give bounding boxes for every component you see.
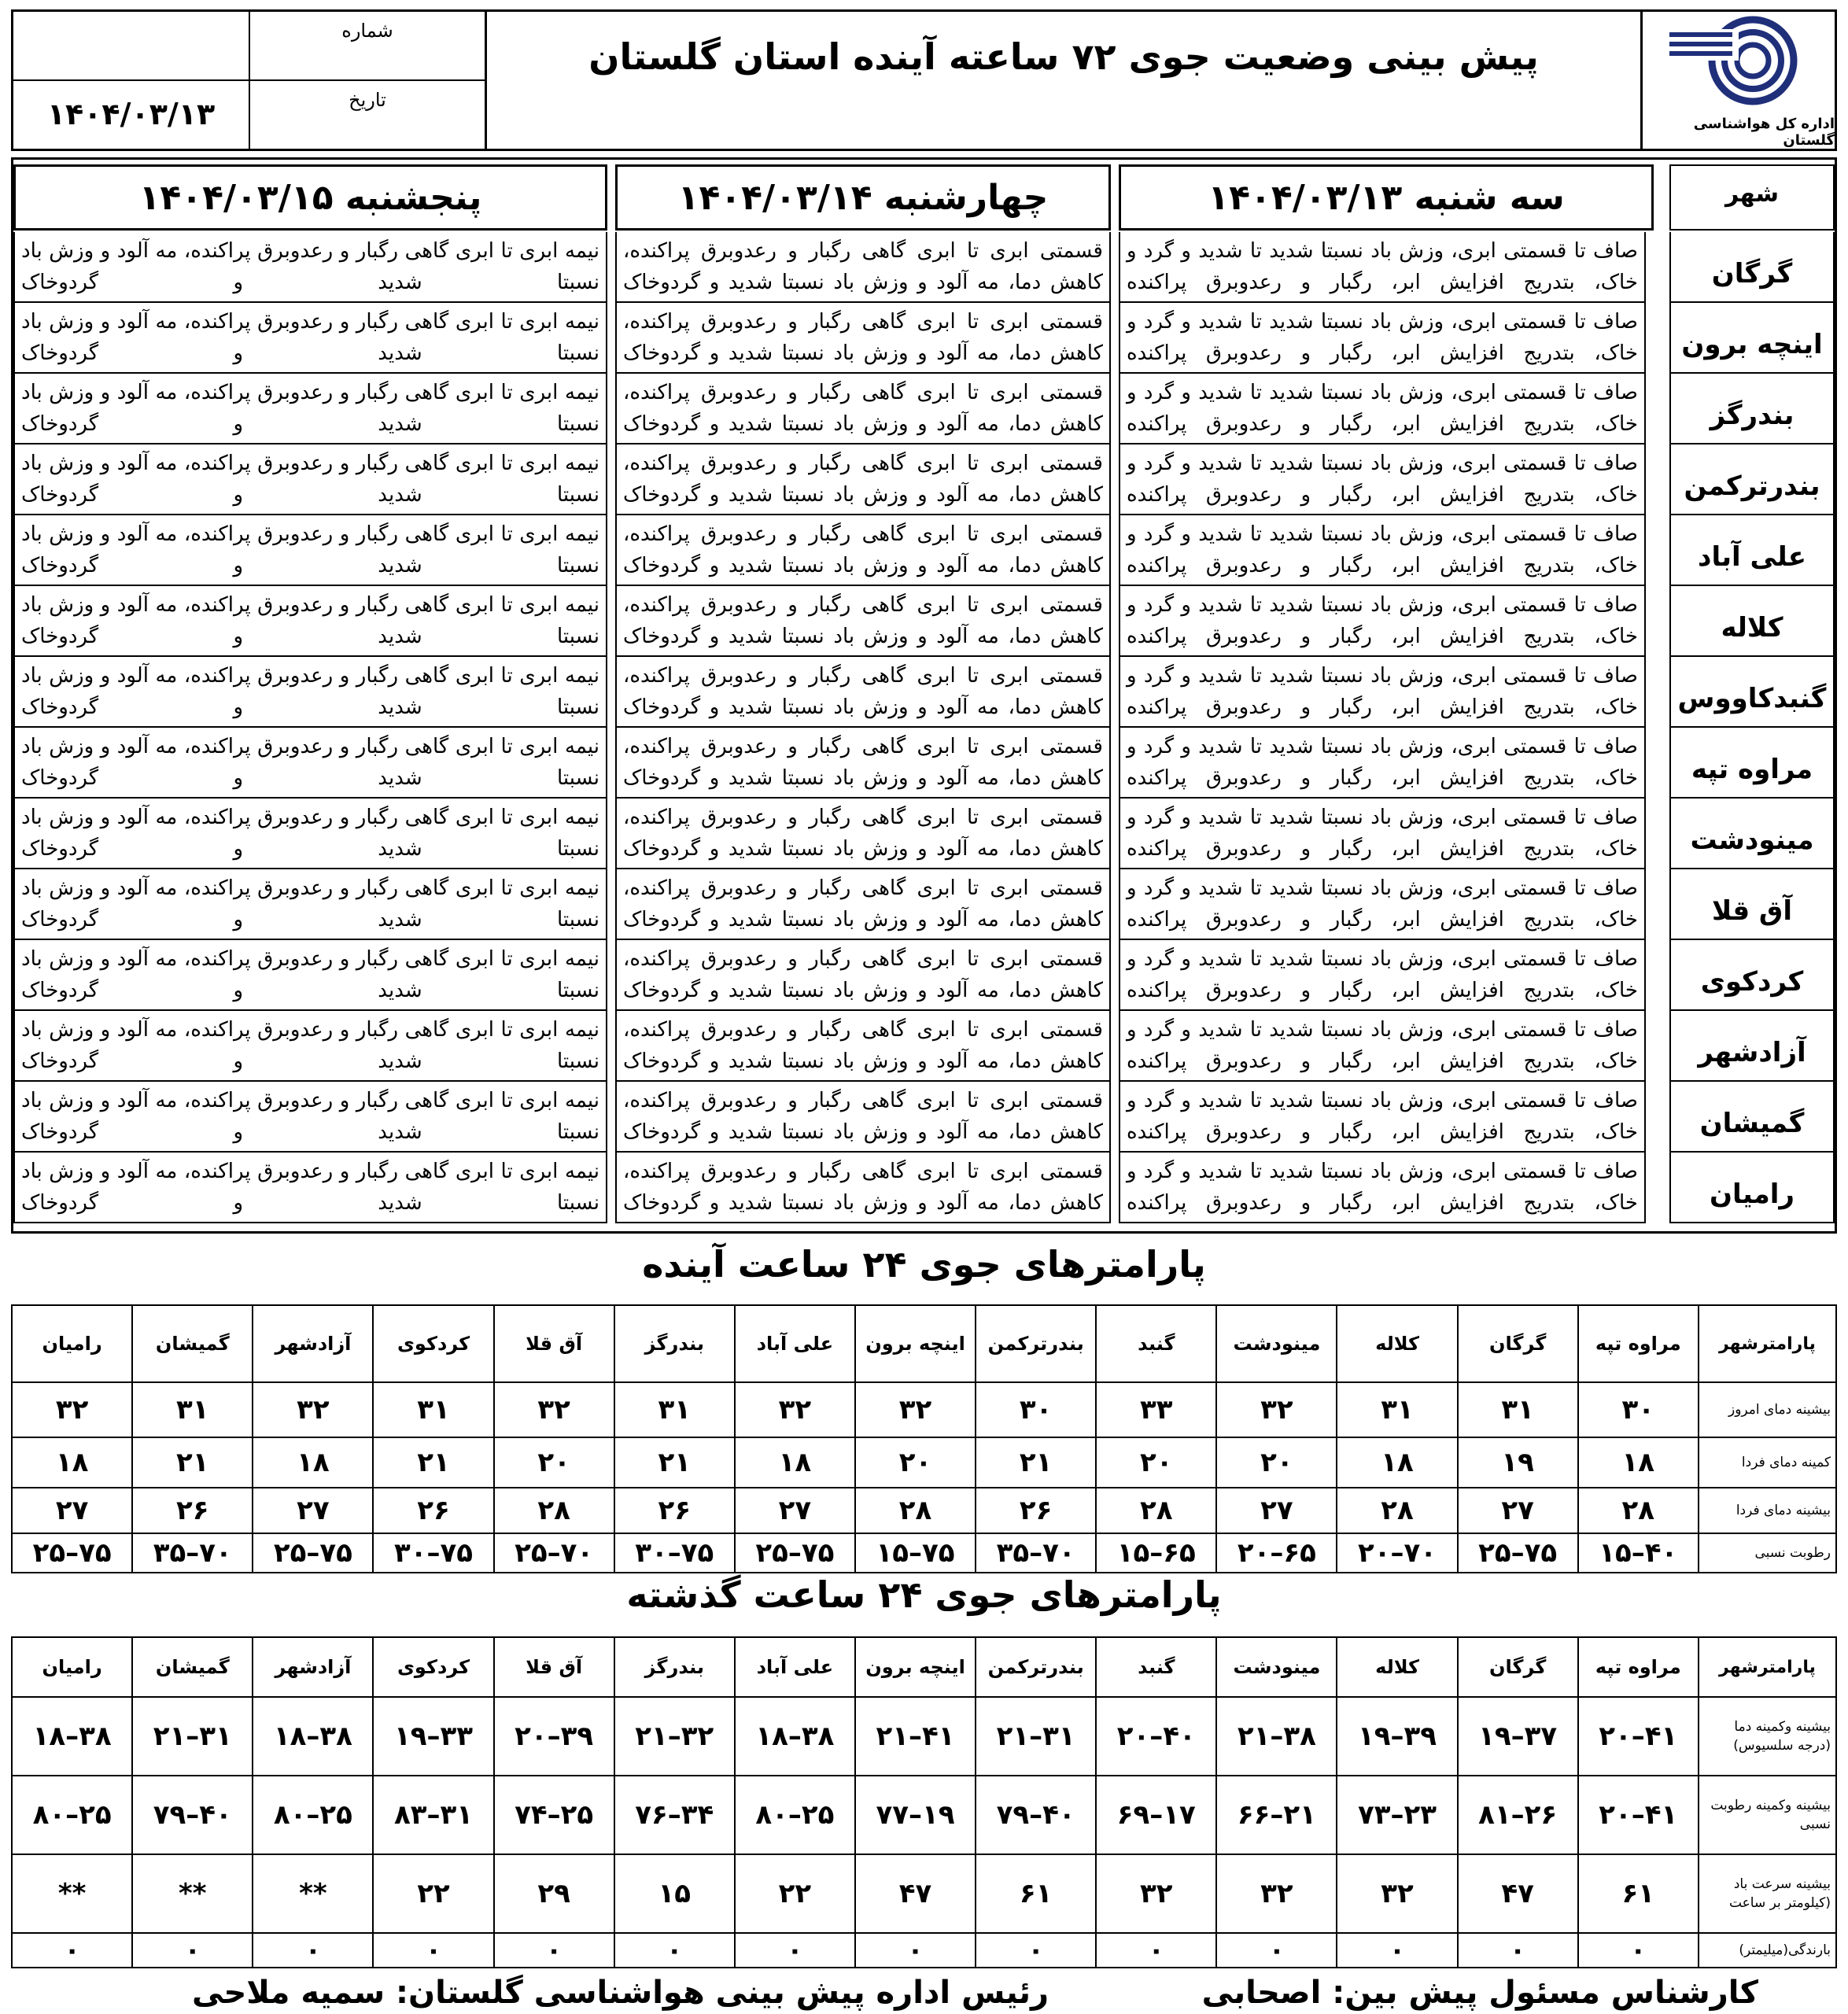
forecast-day2-cell: قسمتی ابری تا ابری گاهی رگبار و رعدوبرق پراکنده، کاهش دما، مه آلود و وزش باد نسبتا شدید و گردوخاک bbox=[615, 657, 1111, 728]
parameter-label: بیشینه وکمینه رطوبت نسبی bbox=[1699, 1776, 1836, 1854]
table-row bbox=[12, 1933, 1836, 1968]
parameter-value: ۰ bbox=[735, 1933, 855, 1968]
parameter-value: ۱۵–۷۵ bbox=[855, 1533, 976, 1573]
parameter-value: ۶۱ bbox=[1578, 1854, 1699, 1933]
parameter-value: ۲۷ bbox=[1458, 1488, 1578, 1533]
parameter-value: ۰ bbox=[494, 1933, 614, 1968]
parameter-value: ۲۱ bbox=[614, 1437, 735, 1488]
parameter-value: ۶۶–۲۱ bbox=[1216, 1776, 1337, 1854]
parameter-value: ۲۸ bbox=[494, 1488, 614, 1533]
parameter-value: ۲۱–۳۱ bbox=[132, 1697, 253, 1776]
parameter-value: ۳۲ bbox=[1216, 1854, 1337, 1933]
parameter-value: ۰ bbox=[976, 1933, 1096, 1968]
parameter-value: ۱۹ bbox=[1458, 1437, 1578, 1488]
next24-title: پارامترهای جوی ۲۴ ساعت آینده bbox=[642, 1243, 1206, 1285]
forecast-day1-cell: صاف تا قسمتی ابری، وزش باد نسبتا شدید تا شدید و گرد و خاک، بتدریج افزایش ابر، رگبار و رعدوبرق پراکنده bbox=[1119, 444, 1646, 515]
forecast-day1-cell: صاف تا قسمتی ابری، وزش باد نسبتا شدید تا شدید و گرد و خاک، بتدریج افزایش ابر، رگبار و رعدوبرق پراکنده bbox=[1119, 869, 1646, 940]
city-header: بندرترکمن bbox=[976, 1305, 1096, 1382]
parameter-value: ۳۵–۷۰ bbox=[132, 1533, 253, 1573]
forecast-city: اینچه برون bbox=[1669, 303, 1835, 374]
parameter-value: ۸۳–۳۱ bbox=[373, 1776, 493, 1854]
parameter-value: ۲۱ bbox=[976, 1437, 1096, 1488]
forecast-day1-cell: صاف تا قسمتی ابری، وزش باد نسبتا شدید تا شدید و گرد و خاک، بتدریج افزایش ابر، رگبار و رعدوبرق پراکنده bbox=[1119, 1011, 1646, 1082]
forecast-day1-cell: صاف تا قسمتی ابری، وزش باد نسبتا شدید تا شدید و گرد و خاک، بتدریج افزایش ابر، رگبار و رعدوبرق پراکنده bbox=[1119, 728, 1646, 799]
forecast-row bbox=[13, 1082, 1835, 1153]
forecast-city: گرگان bbox=[1669, 232, 1835, 303]
parameter-value: ۷۳–۲۳ bbox=[1337, 1776, 1457, 1854]
date-row bbox=[13, 81, 485, 149]
parameter-value: ** bbox=[12, 1854, 132, 1933]
city-header: کردکوی bbox=[373, 1305, 493, 1382]
city-header: مینودشت bbox=[1216, 1305, 1337, 1382]
forecast-day3-cell: نیمه ابری تا ابری گاهی رگبار و رعدوبرق پراکنده، مه آلود و وزش باد نسبتا شدید و گردوخاک bbox=[13, 799, 607, 869]
forecast-day3-cell: نیمه ابری تا ابری گاهی رگبار و رعدوبرق پراکنده، مه آلود و وزش باد نسبتا شدید و گردوخاک bbox=[13, 515, 607, 586]
forecast-day3-cell: نیمه ابری تا ابری گاهی رگبار و رعدوبرق پراکنده، مه آلود و وزش باد نسبتا شدید و گردوخاک bbox=[13, 232, 607, 303]
parameter-value: ۱۸ bbox=[735, 1437, 855, 1488]
forecast-row bbox=[13, 1011, 1835, 1082]
parameter-label: بارندگی(میلیمتر) bbox=[1699, 1933, 1836, 1968]
forecast-day2-cell: قسمتی ابری تا ابری گاهی رگبار و رعدوبرق پراکنده، کاهش دما، مه آلود و وزش باد نسبتا شدید و گردوخاک bbox=[615, 586, 1111, 657]
parameter-value: ۲۵–۷۵ bbox=[12, 1533, 132, 1573]
parameter-value: ۰ bbox=[1337, 1933, 1457, 1968]
table-row bbox=[12, 1854, 1836, 1933]
parameter-value: ۲۷ bbox=[12, 1488, 132, 1533]
parameter-value: ۲۰ bbox=[1216, 1437, 1337, 1488]
forecast-day1-cell: صاف تا قسمتی ابری، وزش باد نسبتا شدید تا شدید و گرد و خاک، بتدریج افزایش ابر، رگبار و رعدوبرق پراکنده bbox=[1119, 232, 1646, 303]
forecast-table bbox=[11, 157, 1837, 1234]
forecast-day2-cell: قسمتی ابری تا ابری گاهی رگبار و رعدوبرق پراکنده، کاهش دما، مه آلود و وزش باد نسبتا شدید و گردوخاک bbox=[615, 1011, 1111, 1082]
forecast-day2-cell: قسمتی ابری تا ابری گاهی رگبار و رعدوبرق پراکنده، کاهش دما، مه آلود و وزش باد نسبتا شدید و گردوخاک bbox=[615, 374, 1111, 444]
forecast-day1-cell: صاف تا قسمتی ابری، وزش باد نسبتا شدید تا شدید و گرد و خاک، بتدریج افزایش ابر، رگبار و رعدوبرق پراکنده bbox=[1119, 374, 1646, 444]
forecast-row bbox=[13, 303, 1835, 374]
forecast-day2-cell: قسمتی ابری تا ابری گاهی رگبار و رعدوبرق پراکنده، کاهش دما، مه آلود و وزش باد نسبتا شدید و گردوخاک bbox=[615, 303, 1111, 374]
meteorological-organization-logo bbox=[1660, 12, 1817, 114]
parameter-value: ۲۰–۶۵ bbox=[1216, 1533, 1337, 1573]
city-header: گمیشان bbox=[132, 1637, 253, 1697]
forecast-day2-cell: قسمتی ابری تا ابری گاهی رگبار و رعدوبرق پراکنده، کاهش دما، مه آلود و وزش باد نسبتا شدید و گردوخاک bbox=[615, 232, 1111, 303]
city-column-header: شهر bbox=[1669, 164, 1835, 231]
parameter-value: ۷۶–۳۴ bbox=[614, 1776, 735, 1854]
parameter-value: ۲۱–۴۱ bbox=[855, 1697, 976, 1776]
parameter-value: ۶۹–۱۷ bbox=[1096, 1776, 1216, 1854]
parameter-value: ۲۵–۷۵ bbox=[1458, 1533, 1578, 1573]
parameter-value: ۳۲ bbox=[735, 1382, 855, 1437]
parameter-value: ۱۹–۳۳ bbox=[373, 1697, 493, 1776]
parameter-value: ۳۳ bbox=[1096, 1382, 1216, 1437]
city-header: آزادشهر bbox=[253, 1637, 373, 1697]
parameter-value: ۸۰–۲۵ bbox=[12, 1776, 132, 1854]
parameter-label: بیشینه دمای فردا bbox=[1699, 1488, 1836, 1533]
parameter-value: ۲۰–۴۱ bbox=[1578, 1697, 1699, 1776]
document-title: پیش بینی وضعیت جوی ۷۲ ساعته آینده استان گلستان bbox=[588, 35, 1539, 78]
parameter-value: ۱۵ bbox=[614, 1854, 735, 1933]
forecast-day3-cell: نیمه ابری تا ابری گاهی رگبار و رعدوبرق پراکنده، مه آلود و وزش باد نسبتا شدید و گردوخاک bbox=[13, 940, 607, 1011]
parameter-label: بیشینه دمای امروز bbox=[1699, 1382, 1836, 1437]
number-label: شماره bbox=[249, 12, 485, 79]
parameter-value: ۲۱ bbox=[132, 1437, 253, 1488]
parameter-value: ۲۶ bbox=[132, 1488, 253, 1533]
parameter-value: ۲۰–۳۹ bbox=[494, 1697, 614, 1776]
forecast-city: مینودشت bbox=[1669, 799, 1835, 869]
table-row bbox=[12, 1776, 1836, 1854]
date-value: ۱۴۰۴/۰۳/۱۳ bbox=[46, 97, 216, 131]
parameter-value: ۳۱ bbox=[373, 1382, 493, 1437]
parameter-value: ۴۷ bbox=[855, 1854, 976, 1933]
forecast-row bbox=[13, 940, 1835, 1011]
parameter-value: ۰ bbox=[855, 1933, 976, 1968]
table-row bbox=[12, 1488, 1836, 1533]
parameter-value: ۲۵–۷۵ bbox=[253, 1533, 373, 1573]
past24-table bbox=[11, 1636, 1837, 1968]
parameter-value: ۲۱–۳۲ bbox=[614, 1697, 735, 1776]
city-header: مراوه تپه bbox=[1578, 1305, 1699, 1382]
city-header: بندرگز bbox=[614, 1305, 735, 1382]
forecast-city: بندرگز bbox=[1669, 374, 1835, 444]
parameter-value: ۱۵–۴۰ bbox=[1578, 1533, 1699, 1573]
parameter-value: ۰ bbox=[1216, 1933, 1337, 1968]
forecast-day1-cell: صاف تا قسمتی ابری، وزش باد نسبتا شدید تا شدید و گرد و خاک، بتدریج افزایش ابر، رگبار و رعدوبرق پراکنده bbox=[1119, 1153, 1646, 1223]
parameter-label: رطوبت نسبی bbox=[1699, 1533, 1836, 1573]
parameter-value: ۲۷ bbox=[735, 1488, 855, 1533]
parameter-value: ۶۱ bbox=[976, 1854, 1096, 1933]
city-header: کردکوی bbox=[373, 1637, 493, 1697]
parameter-value: ۲۱ bbox=[373, 1437, 493, 1488]
city-header: آزادشهر bbox=[253, 1305, 373, 1382]
parameter-value: ۸۱–۲۶ bbox=[1458, 1776, 1578, 1854]
parameter-value: ۳۲ bbox=[1337, 1854, 1457, 1933]
title-box bbox=[487, 9, 1640, 151]
parameter-value: ۲۵–۷۵ bbox=[735, 1533, 855, 1573]
forecast-day3-cell: نیمه ابری تا ابری گاهی رگبار و رعدوبرق پراکنده، مه آلود و وزش باد نسبتا شدید و گردوخاک bbox=[13, 657, 607, 728]
parameter-value: ۱۸ bbox=[1337, 1437, 1457, 1488]
logo-box bbox=[1640, 9, 1837, 151]
forecast-day1-cell: صاف تا قسمتی ابری، وزش باد نسبتا شدید تا شدید و گرد و خاک، بتدریج افزایش ابر، رگبار و رعدوبرق پراکنده bbox=[1119, 586, 1646, 657]
parameter-value: ۳۲ bbox=[855, 1382, 976, 1437]
logo-caption: اداره کل هواشناسی گلستان bbox=[1693, 116, 1835, 149]
forecast-row bbox=[13, 232, 1835, 303]
forecast-day3-cell: نیمه ابری تا ابری گاهی رگبار و رعدوبرق پراکنده، مه آلود و وزش باد نسبتا شدید و گردوخاک bbox=[13, 1011, 607, 1082]
parameter-value: ۷۹–۴۰ bbox=[132, 1776, 253, 1854]
parameter-value: ۸۰–۲۵ bbox=[253, 1776, 373, 1854]
forecast-city: رامیان bbox=[1669, 1153, 1835, 1223]
parameter-value: ۱۵–۶۵ bbox=[1096, 1533, 1216, 1573]
forecast-day3-cell: نیمه ابری تا ابری گاهی رگبار و رعدوبرق پراکنده، مه آلود و وزش باد نسبتا شدید و گردوخاک bbox=[13, 303, 607, 374]
city-header: گمیشان bbox=[132, 1305, 253, 1382]
forecast-day2-cell: قسمتی ابری تا ابری گاهی رگبار و رعدوبرق پراکنده، کاهش دما، مه آلود و وزش باد نسبتا شدید و گردوخاک bbox=[615, 799, 1111, 869]
parameter-value: ۲۷ bbox=[1216, 1488, 1337, 1533]
parameter-value: ۲۱–۳۱ bbox=[976, 1697, 1096, 1776]
number-row bbox=[13, 12, 485, 81]
parameter-label: بیشینه وکمینه دما (درجه سلسیوس) bbox=[1699, 1697, 1836, 1776]
forecast-city: بندرترکمن bbox=[1669, 444, 1835, 515]
forecast-row bbox=[13, 374, 1835, 444]
parameter-value: ۷۷–۱۹ bbox=[855, 1776, 976, 1854]
forecast-day3-cell: نیمه ابری تا ابری گاهی رگبار و رعدوبرق پراکنده، مه آلود و وزش باد نسبتا شدید و گردوخاک bbox=[13, 1153, 607, 1223]
meta-box bbox=[11, 9, 487, 151]
forecast-row bbox=[13, 515, 1835, 586]
parameter-value: ۱۹–۳۹ bbox=[1337, 1697, 1457, 1776]
parameter-value: ۰ bbox=[1096, 1933, 1216, 1968]
parameter-value: ۳۵–۷۰ bbox=[976, 1533, 1096, 1573]
corner-header: پارامترشهر bbox=[1699, 1637, 1836, 1697]
day-header-3: پنجشنبه ۱۴۰۴/۰۳/۱۵ bbox=[13, 164, 607, 231]
parameter-value: ۰ bbox=[373, 1933, 493, 1968]
city-header: رامیان bbox=[12, 1637, 132, 1697]
parameter-value: ۲۰ bbox=[1096, 1437, 1216, 1488]
parameter-value: ۰ bbox=[614, 1933, 735, 1968]
parameter-value: ۱۹–۳۷ bbox=[1458, 1697, 1578, 1776]
city-header: مراوه تپه bbox=[1578, 1637, 1699, 1697]
parameter-value: ۱۸–۳۸ bbox=[12, 1697, 132, 1776]
forecast-day1-cell: صاف تا قسمتی ابری، وزش باد نسبتا شدید تا شدید و گرد و خاک، بتدریج افزایش ابر، رگبار و رعدوبرق پراکنده bbox=[1119, 940, 1646, 1011]
forecast-day3-cell: نیمه ابری تا ابری گاهی رگبار و رعدوبرق پراکنده، مه آلود و وزش باد نسبتا شدید و گردوخاک bbox=[13, 869, 607, 940]
parameter-value: ۲۰–۴۱ bbox=[1578, 1776, 1699, 1854]
parameter-value: ۲۸ bbox=[1578, 1488, 1699, 1533]
forecast-day1-cell: صاف تا قسمتی ابری، وزش باد نسبتا شدید تا شدید و گرد و خاک، بتدریج افزایش ابر، رگبار و رعدوبرق پراکنده bbox=[1119, 657, 1646, 728]
forecast-row bbox=[13, 1153, 1835, 1223]
parameter-value: ۲۵–۷۰ bbox=[494, 1533, 614, 1573]
city-header: علی آباد bbox=[735, 1305, 855, 1382]
parameter-value: ۳۲ bbox=[1216, 1382, 1337, 1437]
city-header: مینودشت bbox=[1216, 1637, 1337, 1697]
parameter-value: ۲۲ bbox=[735, 1854, 855, 1933]
parameter-value: ۲۹ bbox=[494, 1854, 614, 1933]
city-header: اینچه برون bbox=[855, 1305, 976, 1382]
parameter-value: ** bbox=[132, 1854, 253, 1933]
forecast-day2-cell: قسمتی ابری تا ابری گاهی رگبار و رعدوبرق پراکنده، کاهش دما، مه آلود و وزش باد نسبتا شدید و گردوخاک bbox=[615, 444, 1111, 515]
forecast-city: علی آباد bbox=[1669, 515, 1835, 586]
table-row bbox=[12, 1437, 1836, 1488]
city-header: رامیان bbox=[12, 1305, 132, 1382]
footer bbox=[11, 1975, 1837, 2011]
forecast-day3-cell: نیمه ابری تا ابری گاهی رگبار و رعدوبرق پراکنده، مه آلود و وزش باد نسبتا شدید و گردوخاک bbox=[13, 728, 607, 799]
forecaster-signature: کارشناس مسئول پیش بین: اصحابی bbox=[1201, 1975, 1758, 2011]
parameter-value: ۱۸ bbox=[1578, 1437, 1699, 1488]
forecast-row bbox=[13, 869, 1835, 940]
forecast-day2-cell: قسمتی ابری تا ابری گاهی رگبار و رعدوبرق پراکنده، کاهش دما، مه آلود و وزش باد نسبتا شدید و گردوخاک bbox=[615, 869, 1111, 940]
city-header: کلاله bbox=[1337, 1637, 1457, 1697]
table-row bbox=[12, 1697, 1836, 1776]
head-signature: رئیس اداره پیش بینی هواشناسی گلستان: سمیه ملاحی bbox=[192, 1975, 1049, 2011]
parameter-label: بیشینه سرعت باد (کیلومتر بر ساعت bbox=[1699, 1854, 1836, 1933]
parameter-value: ۸۰–۲۵ bbox=[735, 1776, 855, 1854]
forecast-city: کلاله bbox=[1669, 586, 1835, 657]
forecast-row bbox=[13, 586, 1835, 657]
parameter-value: ۷۴–۲۵ bbox=[494, 1776, 614, 1854]
city-header: گنبد bbox=[1096, 1637, 1216, 1697]
forecast-row bbox=[13, 799, 1835, 869]
parameter-value: ۲۷ bbox=[253, 1488, 373, 1533]
forecast-day2-cell: قسمتی ابری تا ابری گاهی رگبار و رعدوبرق پراکنده، کاهش دما، مه آلود و وزش باد نسبتا شدید و گردوخاک bbox=[615, 1082, 1111, 1153]
city-header: گنبد bbox=[1096, 1305, 1216, 1382]
parameter-value: ۳۱ bbox=[614, 1382, 735, 1437]
parameter-value: ۲۰–۴۰ bbox=[1096, 1697, 1216, 1776]
forecast-day1-cell: صاف تا قسمتی ابری، وزش باد نسبتا شدید تا شدید و گرد و خاک، بتدریج افزایش ابر، رگبار و رعدوبرق پراکنده bbox=[1119, 303, 1646, 374]
city-header: آق قلا bbox=[494, 1637, 614, 1697]
parameter-value: ۲۱–۳۸ bbox=[1216, 1697, 1337, 1776]
parameter-value: ۳۰ bbox=[976, 1382, 1096, 1437]
header bbox=[11, 9, 1837, 151]
city-header: گرگان bbox=[1458, 1305, 1578, 1382]
parameter-value: ** bbox=[253, 1854, 373, 1933]
forecast-city: گنبدکاووس bbox=[1669, 657, 1835, 728]
forecast-city: گمیشان bbox=[1669, 1082, 1835, 1153]
parameter-value: ۳۰–۷۵ bbox=[614, 1533, 735, 1573]
parameter-value: ۳۲ bbox=[253, 1382, 373, 1437]
forecast-day2-cell: قسمتی ابری تا ابری گاهی رگبار و رعدوبرق پراکنده، کاهش دما، مه آلود و وزش باد نسبتا شدید و گردوخاک bbox=[615, 940, 1111, 1011]
parameter-value: ۲۶ bbox=[614, 1488, 735, 1533]
table-header-row bbox=[12, 1305, 1836, 1382]
parameter-value: ۳۲ bbox=[1096, 1854, 1216, 1933]
forecast-city: آق قلا bbox=[1669, 869, 1835, 940]
next24-table bbox=[11, 1304, 1837, 1573]
table-row bbox=[12, 1533, 1836, 1573]
forecast-day1-cell: صاف تا قسمتی ابری، وزش باد نسبتا شدید تا شدید و گرد و خاک، بتدریج افزایش ابر، رگبار و رعدوبرق پراکنده bbox=[1119, 799, 1646, 869]
parameter-value: ۰ bbox=[1578, 1933, 1699, 1968]
forecast-day2-cell: قسمتی ابری تا ابری گاهی رگبار و رعدوبرق پراکنده، کاهش دما، مه آلود و وزش باد نسبتا شدید و گردوخاک bbox=[615, 728, 1111, 799]
forecast-day1-cell: صاف تا قسمتی ابری، وزش باد نسبتا شدید تا شدید و گرد و خاک، بتدریج افزایش ابر، رگبار و رعدوبرق پراکنده bbox=[1119, 515, 1646, 586]
past24-title: پارامترهای جوی ۲۴ ساعت گذشته bbox=[626, 1573, 1222, 1616]
parameter-value: ۳۰ bbox=[1578, 1382, 1699, 1437]
parameter-value: ۷۹–۴۰ bbox=[976, 1776, 1096, 1854]
city-header: آق قلا bbox=[494, 1305, 614, 1382]
parameter-value: ۳۲ bbox=[12, 1382, 132, 1437]
forecast-city: مراوه تپه bbox=[1669, 728, 1835, 799]
parameter-value: ۰ bbox=[253, 1933, 373, 1968]
forecast-city: کردکوی bbox=[1669, 940, 1835, 1011]
parameter-value: ۳۱ bbox=[1458, 1382, 1578, 1437]
parameter-value: ۲۰ bbox=[494, 1437, 614, 1488]
parameter-value: ۰ bbox=[132, 1933, 253, 1968]
parameter-value: ۲۸ bbox=[855, 1488, 976, 1533]
parameter-value: ۴۷ bbox=[1458, 1854, 1578, 1933]
parameter-value: ۲۸ bbox=[1096, 1488, 1216, 1533]
city-header: اینچه برون bbox=[855, 1637, 976, 1697]
parameter-value: ۲۸ bbox=[1337, 1488, 1457, 1533]
city-header: گرگان bbox=[1458, 1637, 1578, 1697]
forecast-day2-cell: قسمتی ابری تا ابری گاهی رگبار و رعدوبرق پراکنده، کاهش دما، مه آلود و وزش باد نسبتا شدید و گردوخاک bbox=[615, 515, 1111, 586]
forecast-row bbox=[13, 444, 1835, 515]
parameter-value: ۰ bbox=[1458, 1933, 1578, 1968]
number-value bbox=[13, 12, 249, 79]
forecast-day3-cell: نیمه ابری تا ابری گاهی رگبار و رعدوبرق پراکنده، مه آلود و وزش باد نسبتا شدید و گردوخاک bbox=[13, 586, 607, 657]
forecast-day1-cell: صاف تا قسمتی ابری، وزش باد نسبتا شدید تا شدید و گرد و خاک، بتدریج افزایش ابر، رگبار و رعدوبرق پراکنده bbox=[1119, 1082, 1646, 1153]
day-header-2: چهارشنبه ۱۴۰۴/۰۳/۱۴ bbox=[615, 164, 1111, 231]
forecast-day3-cell: نیمه ابری تا ابری گاهی رگبار و رعدوبرق پراکنده، مه آلود و وزش باد نسبتا شدید و گردوخاک bbox=[13, 1082, 607, 1153]
parameter-value: ۳۱ bbox=[132, 1382, 253, 1437]
parameter-value: ۲۲ bbox=[373, 1854, 493, 1933]
forecast-row bbox=[13, 728, 1835, 799]
parameter-value: ۲۰–۷۰ bbox=[1337, 1533, 1457, 1573]
city-header: علی آباد bbox=[735, 1637, 855, 1697]
forecast-day2-cell: قسمتی ابری تا ابری گاهی رگبار و رعدوبرق پراکنده، کاهش دما، مه آلود و وزش باد نسبتا شدید و گردوخاک bbox=[615, 1153, 1111, 1223]
parameter-label: کمینه دمای فردا bbox=[1699, 1437, 1836, 1488]
forecast-day3-cell: نیمه ابری تا ابری گاهی رگبار و رعدوبرق پراکنده، مه آلود و وزش باد نسبتا شدید و گردوخاک bbox=[13, 374, 607, 444]
parameter-value: ۳۲ bbox=[494, 1382, 614, 1437]
forecast-row bbox=[13, 657, 1835, 728]
forecast-city: آزادشهر bbox=[1669, 1011, 1835, 1082]
parameter-value: ۳۰–۷۵ bbox=[373, 1533, 493, 1573]
parameter-value: ۱۸–۳۸ bbox=[253, 1697, 373, 1776]
parameter-value: ۱۸ bbox=[253, 1437, 373, 1488]
corner-header: پارامترشهر bbox=[1699, 1305, 1836, 1382]
parameter-value: ۳۱ bbox=[1337, 1382, 1457, 1437]
parameter-value: ۰ bbox=[12, 1933, 132, 1968]
parameter-value: ۲۰ bbox=[855, 1437, 976, 1488]
parameter-value: ۲۶ bbox=[373, 1488, 493, 1533]
city-header: بندرترکمن bbox=[976, 1637, 1096, 1697]
table-header-row bbox=[12, 1637, 1836, 1697]
parameter-value: ۲۶ bbox=[976, 1488, 1096, 1533]
day-header-1: سه شنبه ۱۴۰۴/۰۳/۱۳ bbox=[1119, 164, 1654, 231]
city-header: بندرگز bbox=[614, 1637, 735, 1697]
forecast-day3-cell: نیمه ابری تا ابری گاهی رگبار و رعدوبرق پراکنده، مه آلود و وزش باد نسبتا شدید و گردوخاک bbox=[13, 444, 607, 515]
parameter-value: ۱۸ bbox=[12, 1437, 132, 1488]
parameter-value: ۱۸–۳۸ bbox=[735, 1697, 855, 1776]
date-label: تاریخ bbox=[249, 81, 485, 149]
city-header: کلاله bbox=[1337, 1305, 1457, 1382]
table-row bbox=[12, 1382, 1836, 1437]
